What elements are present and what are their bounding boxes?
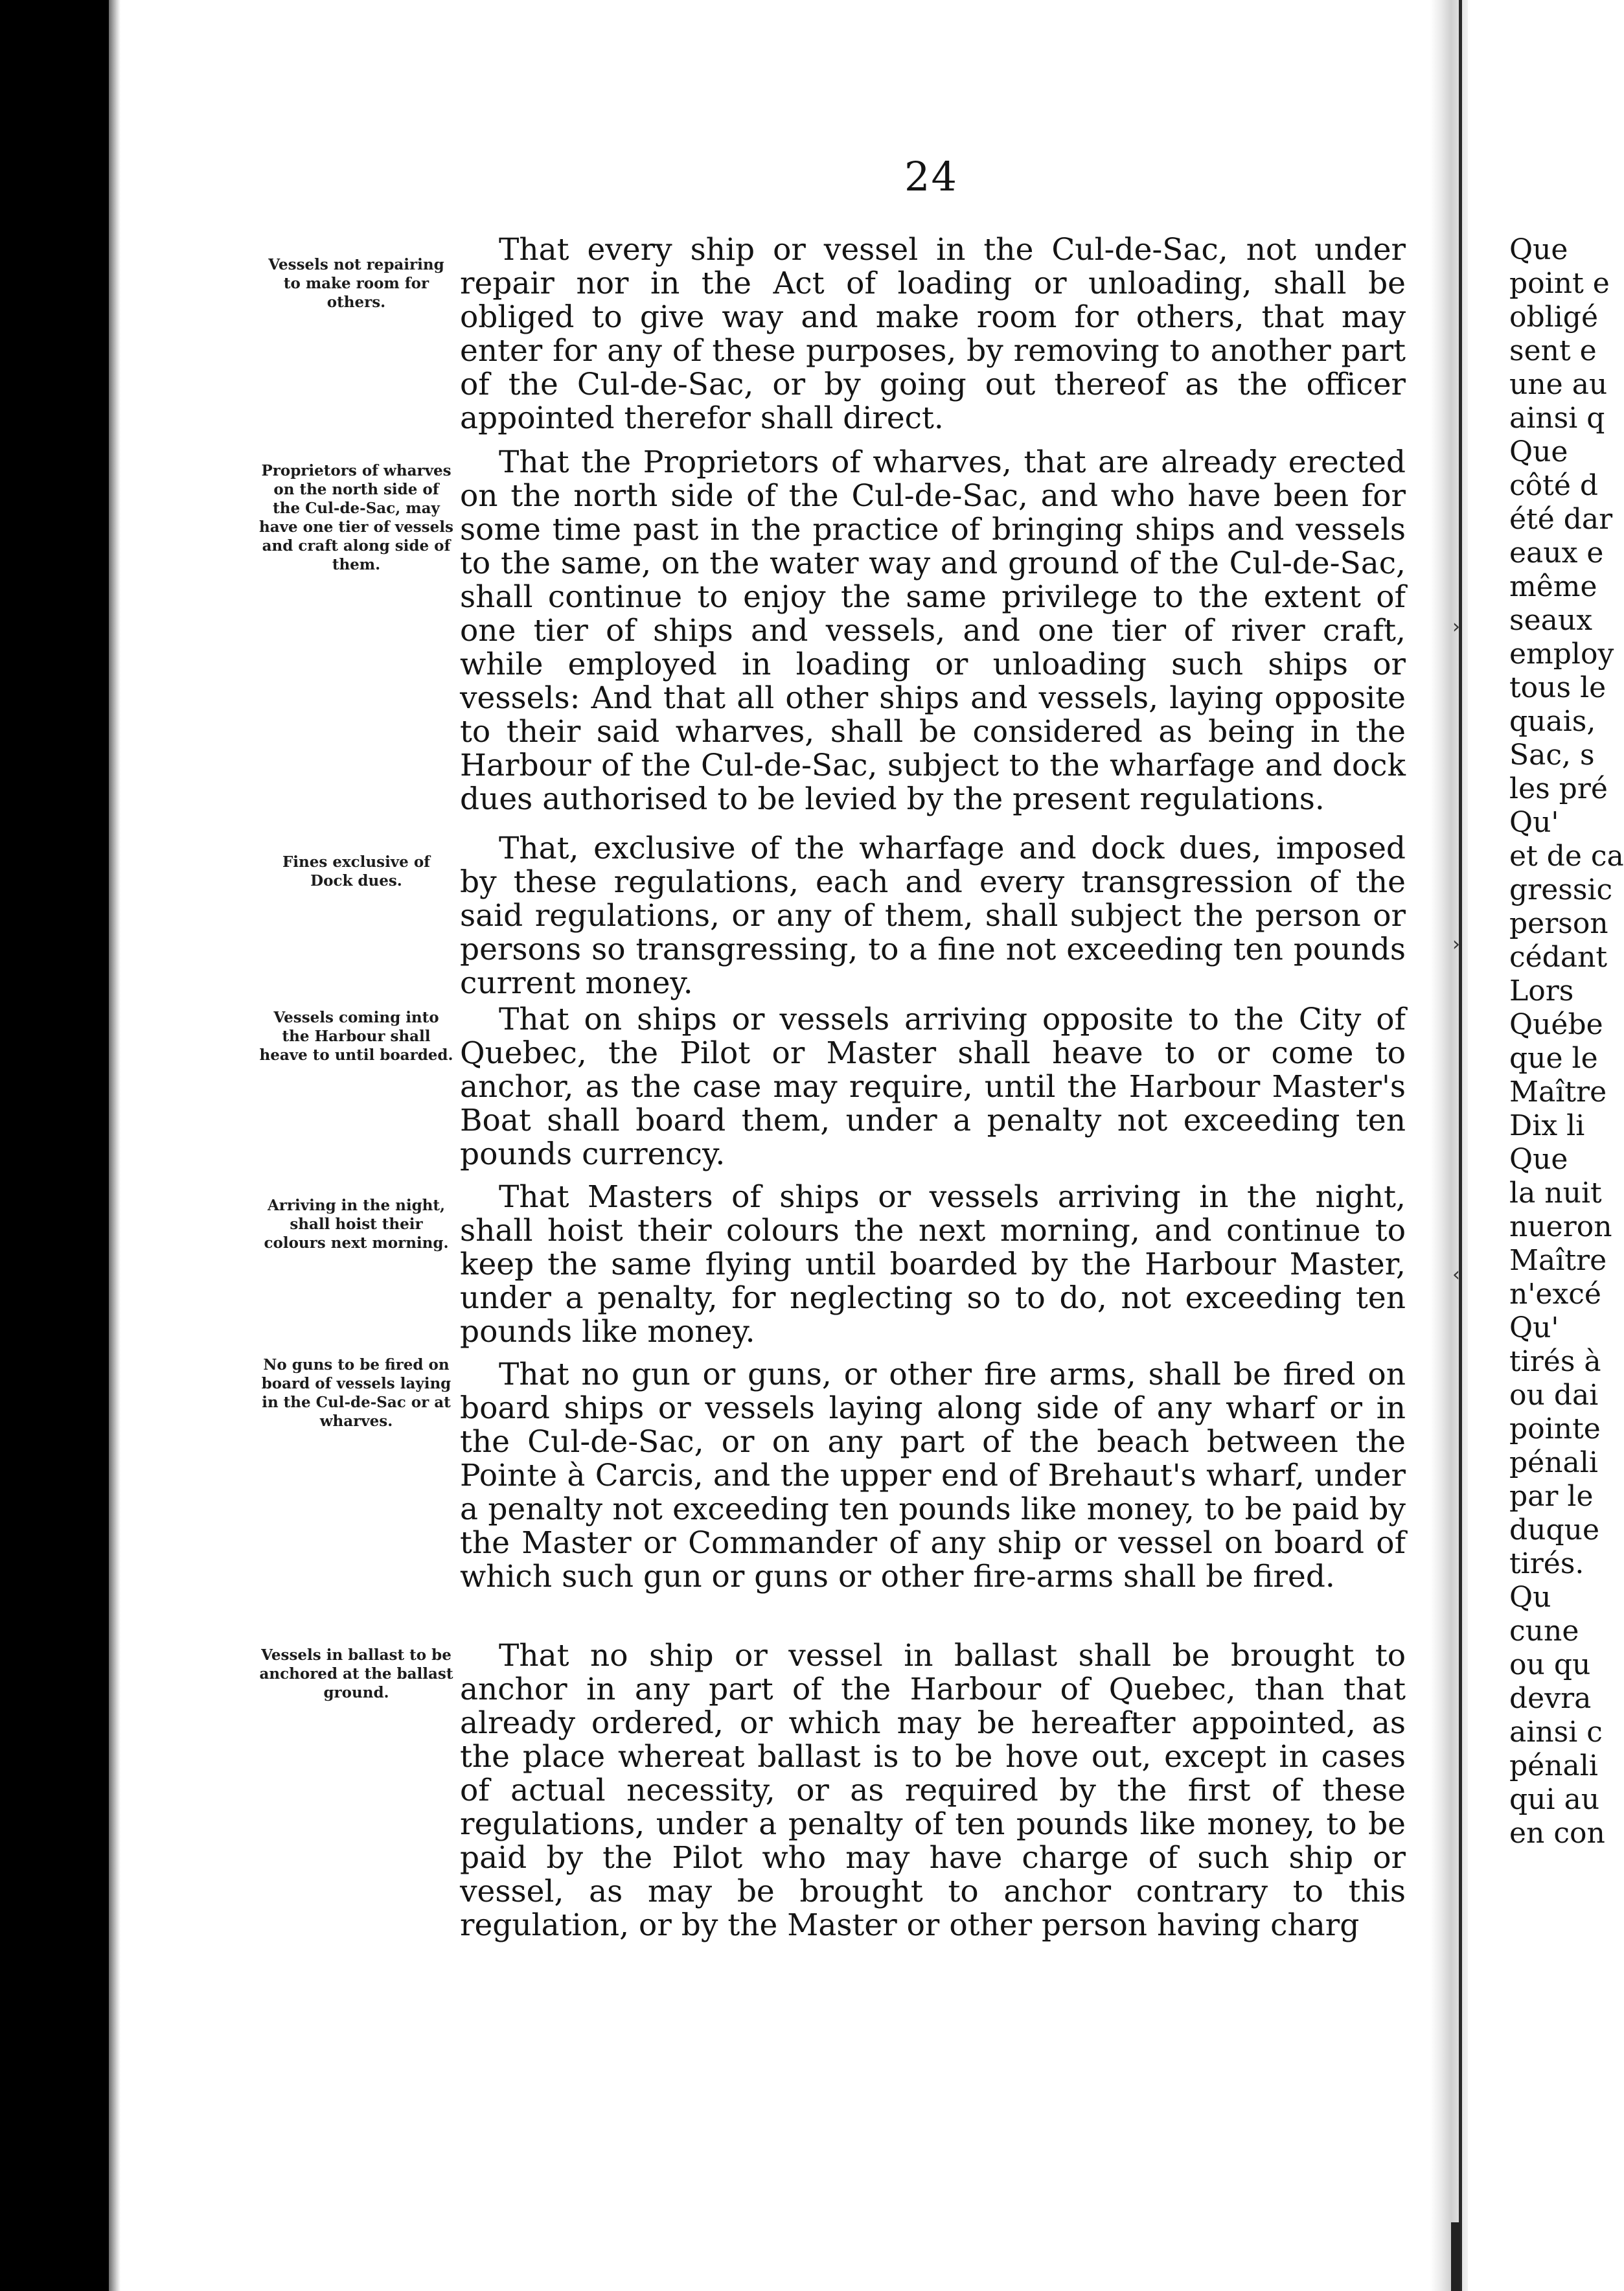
regulation-paragraph: That no ship or vessel in ballast shall be brought to anchor in any part of the Harbour of Quebec, than that already ordered, or which may be hereafter appointed, as the place whereat ballast is to be hove out, except in cases of actual necessity, or as required by the first of these regulations, under a penalty of ten pounds like money, to be paid by the Pilot who may have charge of such ship or vessel, as may be brought to anchor contrary to this regulation, or by the Master or other person having charg (460, 1638, 1406, 1943)
facing-page-line: cune (1509, 1615, 1579, 1648)
facing-page-line: ainsi q (1509, 402, 1605, 435)
scan-mark-bottom (1451, 2222, 1460, 2291)
facing-page-line: ou dai (1509, 1379, 1599, 1412)
facing-page-line: nueron (1509, 1210, 1612, 1243)
facing-page-line: Que (1509, 435, 1568, 468)
facing-page-line: Lors (1509, 974, 1574, 1007)
facing-page-line: Qu' (1509, 806, 1559, 839)
facing-page-line: obligé (1509, 301, 1599, 334)
facing-page-line: côté d (1509, 469, 1599, 502)
facing-page-line: une au (1509, 368, 1608, 401)
regulation-paragraph: That the Proprietors of wharves, that are already erected on the north side of the Cul-de-Sac, and who have been for some time past in the practice of bringing ships and vessels to the same, on the water way and ground of the Cul-de-Sac, shall continue to enjoy the same privilege to the extent of one tier of ships and vessels, and one tier of river craft, while employed in loading or unloading such ships or vessels: And that all other ships and vessels, laying opposite to their said wharves, shall be considered as being in the Harbour of the Cul-de-Sac, subject to the wharfage and dock dues authorised to be levied by the present regulations. (460, 444, 1406, 817)
facing-page-line: devra (1509, 1682, 1592, 1715)
margin-note: Fines exclusive of Dock dues. (282, 853, 431, 890)
regulation-paragraph: That, exclusive of the wharfage and dock dues, imposed by these regulations, each and every transgression of the said regulations, or any of them, shall subject the person or persons so transgressing, to a fine not exceeding ten pounds current money. (460, 831, 1406, 1001)
facing-page-line: Que (1509, 1143, 1568, 1176)
facing-page-line: et de ca (1509, 840, 1624, 873)
facing-page-line: Qu (1509, 1581, 1551, 1614)
scan-border-left (0, 0, 109, 2291)
margin-note: Vessels in ballast to be anchored at the ballast ground. (259, 1646, 453, 1701)
margin-note: Vessels coming into the Harbour shall heave to until boarded. (259, 1009, 453, 1064)
facing-page-line: gressic (1509, 873, 1613, 906)
facing-page-line: tirés. (1509, 1547, 1584, 1580)
facing-page-line: ainsi c (1509, 1716, 1603, 1749)
facing-page-line: été dar (1509, 503, 1613, 536)
facing-page-line: Qu' (1509, 1311, 1559, 1344)
facing-page-line: eaux e (1509, 536, 1604, 570)
gutter-mark: › (1452, 933, 1460, 956)
margin-note: Proprietors of wharves on the north side of the Cul-de-Sac, may have one tier of vessels and craft along side of them. (259, 462, 453, 573)
book-gutter (1430, 0, 1468, 2291)
facing-page-line: pénali (1509, 1446, 1598, 1479)
facing-page-line: quais, (1509, 705, 1596, 738)
facing-page-line: tous le (1509, 671, 1607, 704)
facing-page-line: person (1509, 907, 1608, 940)
margin-note: Vessels not repairing to make room for others. (268, 256, 444, 311)
facing-page-line: point e (1509, 267, 1610, 300)
facing-page-line: qui au (1509, 1783, 1600, 1816)
facing-page-line: duque (1509, 1514, 1600, 1547)
facing-page-line: employ (1509, 638, 1614, 671)
facing-page-line: n'excé (1509, 1278, 1601, 1311)
facing-page-line: ou qu (1509, 1648, 1591, 1681)
facing-page-line: cédant (1509, 941, 1608, 974)
facing-page-line: tirés à (1509, 1345, 1601, 1378)
page-number: 24 (904, 153, 958, 200)
facing-page-line: Dix li (1509, 1109, 1585, 1142)
margin-note: No guns to be fired on board of vessels laying in the Cul-de-Sac or at wharves. (261, 1356, 452, 1430)
facing-page-column (1509, 233, 1624, 1850)
facing-page-line: la nuit (1509, 1177, 1602, 1210)
gutter-mark: ‹ (1452, 1263, 1460, 1286)
regulation-paragraph: That on ships or vessels arriving opposite to the City of Quebec, the Pilot or Master shall heave to or come to anchor, as the case may require, until the Harbour Master's Boat shall board them, under a penalty not exceeding ten pounds currency. (460, 1002, 1406, 1172)
facing-page-line: en con (1509, 1817, 1605, 1850)
facing-page-line: Que (1509, 233, 1568, 266)
regulation-paragraph: That Masters of ships or vessels arriving in the night, shall hoist their colours the next morning, and continue to keep the same flying until boarded by the Harbour Master, under a penalty, for neglecting so to do, not exceeding ten pounds like money. (460, 1179, 1406, 1350)
gutter-line (1459, 0, 1462, 2291)
regulation-paragraph: That every ship or vessel in the Cul-de-Sac, not under repair nor in the Act of loading or unloading, shall be obliged to give way and make room for others, that may enter for any of these purposes, by removing to another part of the Cul-de-Sac, or by going out thereof as the officer appointed therefor shall direct. (460, 232, 1406, 436)
scan-shadow-left (109, 0, 120, 2291)
facing-page-line: par le (1509, 1480, 1594, 1513)
gutter-mark: › (1452, 616, 1460, 638)
regulation-paragraph: That no gun or guns, or other fire arms, shall be fired on board ships or vessels laying along side of any wharf or in the Cul-de-Sac, or on any part of the beach between the Pointe à Carcis, and the upper end of Brehaut's wharf, under a penalty not exceeding ten pounds like money, to be paid by the Master or Commander of any ship or vessel on board of which such gun or guns or other fire-arms shall be fired. (460, 1357, 1406, 1594)
facing-page-line: seaux (1509, 604, 1593, 637)
facing-page-line: Québe (1509, 1008, 1603, 1041)
facing-page-line: même (1509, 570, 1597, 603)
margin-note: Arriving in the night, shall hoist their colours next morning. (264, 1197, 449, 1252)
facing-page-line: que le (1509, 1042, 1598, 1075)
facing-page-line: Maître (1509, 1076, 1607, 1109)
facing-page-line: Maître (1509, 1244, 1607, 1277)
facing-page-line: les pré (1509, 772, 1608, 805)
facing-page-line: pénali (1509, 1749, 1598, 1782)
facing-page-line: sent e (1509, 334, 1597, 367)
facing-page-line: Sac, s (1509, 739, 1595, 772)
facing-page-line: pointe (1509, 1412, 1601, 1445)
